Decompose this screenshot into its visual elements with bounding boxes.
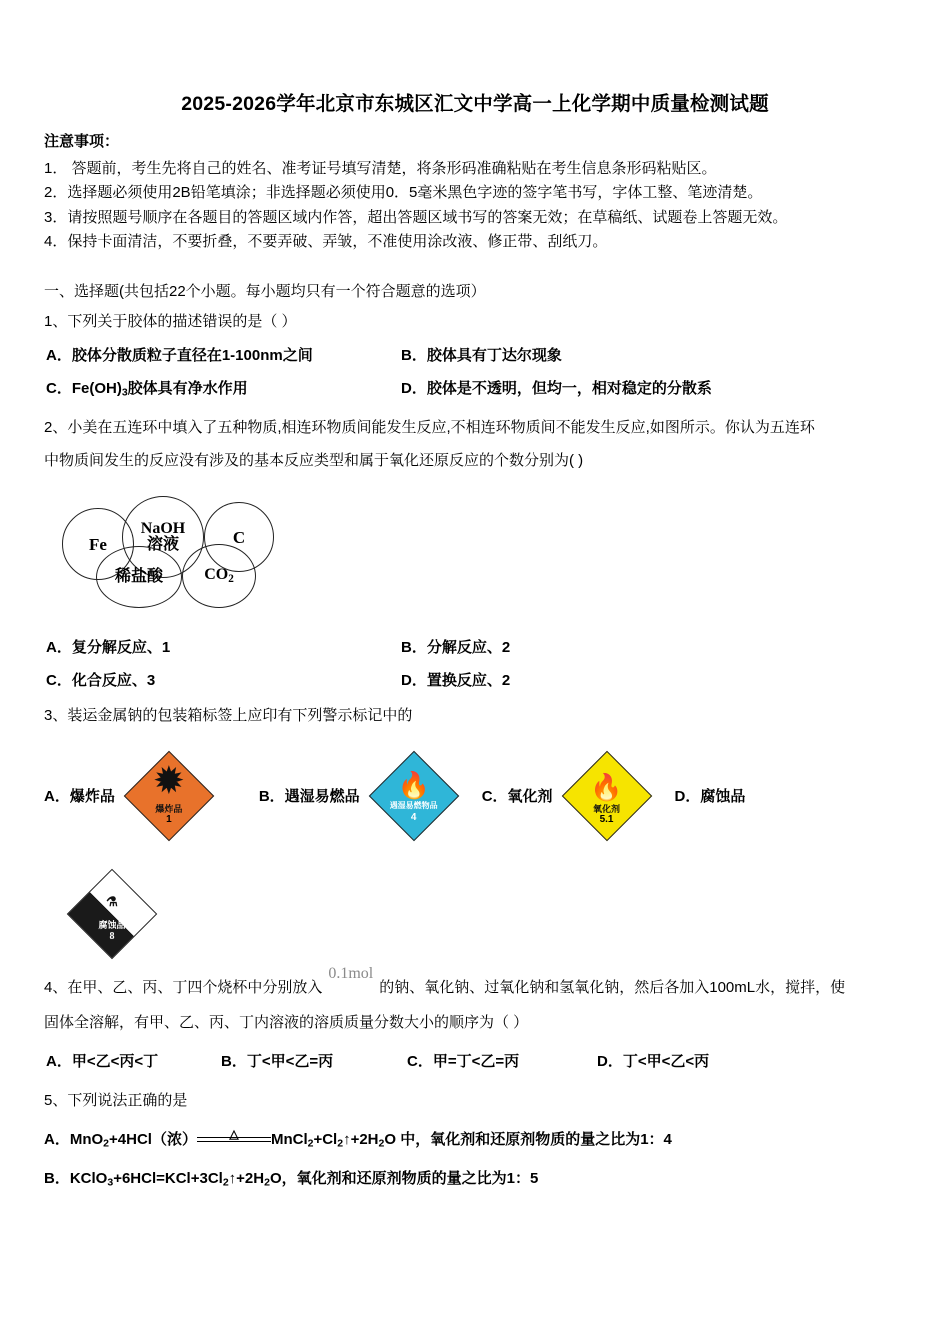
oxidizer-diamond-icon: 🔥 氧化剂 5.1 <box>561 750 653 842</box>
question-2-option-d[interactable]: D．置换反应、2 <box>401 672 511 690</box>
section-heading: 一、选择题(共包括22个小题。每小题均只有一个符合题意的选项） <box>44 283 486 301</box>
question-3-option-b-label[interactable]: B．遇湿易燃品 <box>258 788 360 806</box>
question-3-option-d-label[interactable]: D．腐蚀品 <box>674 788 746 806</box>
question-1-option-d[interactable]: D．胶体是不透明，但均一，相对稳定的分散系 <box>401 380 712 398</box>
question-2-number: 2、 <box>44 419 68 437</box>
question-1-option-c[interactable]: C．$Fe(OH)_3$胶体具有净水作用 <box>46 380 248 400</box>
question-2-options-row-2 <box>44 664 906 697</box>
question-3-option-a-label[interactable]: A．爆炸品 <box>44 788 115 806</box>
corrosive-diamond-wrap <box>58 868 158 960</box>
question-4-option-a[interactable]: A．甲<乙<丙<丁 <box>46 1052 159 1070</box>
flame-over-circle-icon: 🔥 <box>590 771 623 802</box>
notice-line-4: 4．保持卡面清洁，不要折叠，不要弄破、弄皱，不准使用涂改液、修正带、刮纸刀。 <box>44 232 608 250</box>
question-1-option-b[interactable]: B．胶体具有丁达尔现象 <box>401 347 562 365</box>
notice-heading: 注意事项： <box>44 133 120 150</box>
question-2-option-b[interactable]: B．分解反应、2 <box>401 639 511 657</box>
explosion-burst-icon: ✹ <box>154 761 184 800</box>
question-5-option-a[interactable]: A．MnO$_2$+4HCl（浓） △ $MnCl_2+Cl_2↑+2H_2O$ 中，氧化剂和还原剂物质的量之比为1：4 <box>44 1127 672 1150</box>
question-4-options <box>44 1045 906 1078</box>
question-2-stem: 2、小美在五连环中填入了五种物质,相连环物质间能发生反应,不相连环物质间不能发生反应,如图所示。你认为五连环 <box>44 419 815 437</box>
question-3-stem: 3、装运金属钠的包装箱标签上应印有下列警示标记中的 <box>44 707 413 725</box>
question-2-option-a[interactable]: A．复分解反应、1 <box>46 639 171 657</box>
question-5-stem: 5、下列说法正确的是 <box>44 1091 188 1109</box>
question-4-option-d[interactable]: D．丁<甲<乙<丙 <box>597 1052 710 1070</box>
question-1-option-a[interactable]: A．胶体分散质粒子直径在1-100nm之间 <box>46 347 313 365</box>
explosive-diamond-icon: ✹ 爆炸品 1 <box>123 750 215 842</box>
question-4-option-c[interactable]: C．甲=丁<乙=丙 <box>407 1052 520 1070</box>
page-title: 2025-2026学年北京市东城区汇文中学高一上化学期中质量检测试题 <box>181 93 769 115</box>
question-1-options-row-2 <box>44 372 906 405</box>
question-4-option-b[interactable]: B．丁<甲<乙=丙 <box>221 1052 334 1070</box>
question-3-number: 3、 <box>44 707 68 725</box>
question-5-number: 5、 <box>44 1091 68 1109</box>
notice-line-3: 3．请按照题号顺序在各题目的答题区域内作答，超出答题区域书写的答案无效；在草稿纸、试题卷上答题无效。 <box>44 208 788 226</box>
question-2-options-row-1 <box>44 631 906 664</box>
question-4-stem: 4、在甲、乙、丙、丁四个烧杯中分别放入0.1mol的钠、氧化钠、过氧化钠和氢氧化钠，然后各加入100mL水，搅拌，使 <box>44 964 846 996</box>
ring-fe: Fe <box>62 508 134 580</box>
notice-line-1: 1． 答题前，考生先将自己的姓名、准考证号填写清楚，将条形码准确粘贴在考生信息条形码粘贴区。 <box>44 160 717 177</box>
ring-carbon: C <box>204 502 274 572</box>
dangerous-when-wet-diamond-icon: 🔥 遇湿易燃物品 4 <box>368 750 460 842</box>
question-3-hazard-options <box>44 750 906 842</box>
question-1-options-row-1 <box>44 339 906 372</box>
question-5-option-b-row <box>44 1159 906 1198</box>
question-5-option-a-row <box>44 1120 906 1159</box>
question-2-option-c[interactable]: C．化合反应、3 <box>46 672 156 690</box>
ring-naoh: NaOH 溶液 <box>122 496 204 578</box>
ring-co2: $CO_2$ <box>182 544 256 608</box>
notice-line-2: 2．选择题必须使用2B铅笔填涂；非选择题必须使用0．5毫米黑色字迹的签字笔书写，字体工整、笔迹清楚。 <box>44 184 763 202</box>
five-ring-diagram <box>54 496 354 621</box>
question-4-stem-cont: 固体全溶解，有甲、乙、丙、丁内溶液的溶质质量分数大小的顺序为（ ） <box>44 1014 529 1032</box>
corrosion-drip-icon: ⚗ <box>106 893 118 909</box>
question-3-option-c-label[interactable]: C．氧化剂 <box>481 788 553 806</box>
question-5-option-b[interactable]: B．$KClO_3+6HCl=KCl+3Cl_2↑+2H_2O$，氧化剂和还原剂物质的量之比为1：5 <box>44 1170 539 1189</box>
corrosive-diamond-icon: ⚗ 腐蚀品 8 <box>66 868 158 960</box>
question-4-amount: 0.1mol <box>328 964 374 982</box>
question-1-number: 1、 <box>44 313 68 331</box>
question-1-stem: 1、下列关于胶体的描述错误的是（ ） <box>44 313 297 331</box>
flame-icon: 🔥 <box>397 769 430 800</box>
question-2-stem-cont: 中物质间发生的反应没有涉及的基本反应类型和属于氧化还原反应的个数分别为( ) <box>44 451 584 469</box>
question-4-number: 4、 <box>44 978 68 996</box>
ring-dilute-hydrochloric-acid: 稀盐酸 <box>96 546 182 608</box>
reaction-arrow-heating: △ <box>197 1131 271 1149</box>
